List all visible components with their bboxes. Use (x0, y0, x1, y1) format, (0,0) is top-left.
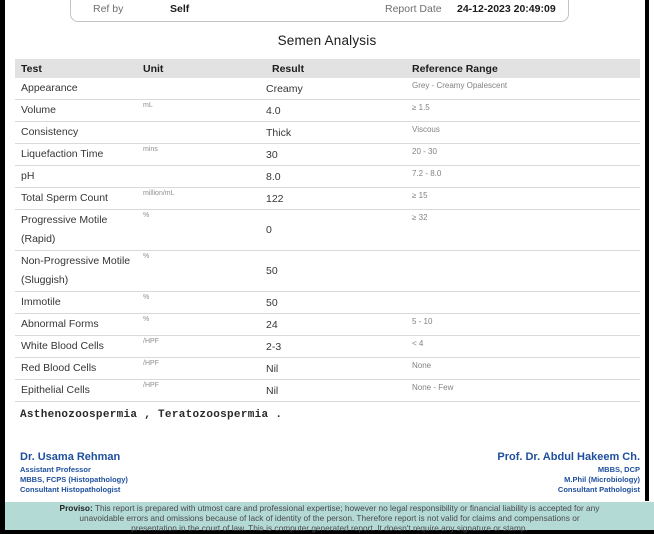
column-header-result: Result (272, 62, 305, 75)
column-header-reference: Reference Range (412, 62, 498, 75)
table-row (15, 188, 640, 210)
test-result: 30 (266, 148, 278, 161)
ref-by-label: Ref by (93, 3, 124, 15)
test-result: 24 (266, 318, 278, 331)
test-reference-range: ≥ 1.5 (412, 103, 430, 112)
test-result: 50 (266, 296, 278, 309)
table-row (15, 314, 640, 336)
test-name: Progressive Motile (Rapid) (21, 214, 108, 245)
test-reference-range: < 4 (412, 339, 424, 348)
test-name: pH (21, 170, 35, 182)
test-name: Total Sperm Count (21, 192, 108, 204)
test-result: 4.0 (266, 104, 281, 117)
diagnosis-remarks: Asthenozoospermia , Teratozoospermia . (20, 409, 283, 421)
test-name: Immotile (21, 296, 61, 308)
signature-left (20, 450, 128, 495)
doctor-degrees: MBBS, DCP (597, 465, 640, 475)
test-unit: % (143, 253, 150, 260)
test-name: Appearance (21, 82, 78, 94)
results-table (15, 59, 640, 402)
test-unit: mins (143, 146, 158, 153)
doctor-role: Consultant Pathologist (557, 484, 640, 494)
table-row (15, 292, 640, 314)
test-result: 122 (266, 192, 284, 205)
doctor-degrees: MBBS, FCPS (Histopathology) (20, 475, 128, 485)
doctor-name: Prof. Dr. Abdul Hakeem Ch. (497, 451, 640, 463)
table-row (15, 166, 640, 188)
test-unit: /HPF (143, 338, 159, 345)
test-reference-range (406, 292, 640, 295)
doctor-degrees: M.Phil (Microbiology) (564, 475, 640, 485)
signatures-row (20, 450, 640, 495)
test-name: Volume (21, 104, 57, 116)
test-unit: /HPF (143, 360, 159, 367)
test-reference-range (406, 251, 640, 254)
test-name: Epithelial Cells (21, 384, 90, 396)
test-result: 50 (266, 265, 278, 277)
page-right-edge (645, 0, 649, 501)
signature-right (497, 450, 640, 495)
test-reference-range: None (412, 361, 432, 370)
table-row (15, 380, 640, 402)
test-name: White Blood Cells (21, 340, 104, 352)
doctor-designation: Assistant Professor (20, 465, 91, 475)
table-row (15, 122, 640, 144)
test-name: Non-Progressive Motile (Sluggish) (21, 255, 131, 286)
proviso-footer (5, 502, 654, 533)
test-unit: % (143, 294, 150, 301)
ref-by-value: Self (170, 3, 190, 15)
table-row (15, 78, 640, 100)
test-name: Red Blood Cells (21, 362, 97, 374)
table-row (15, 336, 640, 358)
test-reference-range: Grey - Creamy Opalescent (412, 81, 508, 90)
proviso-label: Proviso: (59, 503, 93, 513)
test-reference-range: 7.2 - 8.0 (412, 169, 442, 178)
table-header-row (15, 59, 640, 78)
test-result: 0 (266, 224, 272, 236)
test-reference-range: ≥ 15 (412, 191, 428, 200)
test-reference-range: None - Few (412, 383, 454, 392)
test-result: 2-3 (266, 340, 282, 353)
test-name: Abnormal Forms (21, 318, 99, 330)
table-row (15, 144, 640, 166)
test-unit: % (143, 316, 150, 323)
test-reference-range: Viscous (412, 125, 440, 134)
proviso-body: This report is prepared with utmost care and professional expertise; however no legal responsibility or financial liability is accepted for any unavoidable errors and omissions because of lack of identity of the person. Therefore report is not valid for claims and compensations or presentation in the court of law. This is computer generated report. It doesn't require any signature or stamp. (79, 503, 600, 533)
test-unit: /HPF (143, 382, 159, 389)
test-result: 8.0 (266, 170, 281, 183)
test-unit (137, 122, 266, 124)
proviso-text (60, 504, 600, 534)
table-row (15, 100, 640, 122)
test-result: Creamy (266, 82, 303, 95)
test-unit: million/mL (143, 190, 175, 197)
test-name: Consistency (21, 126, 79, 138)
test-unit (137, 78, 266, 80)
test-unit: % (143, 212, 150, 219)
column-header-test: Test (21, 62, 42, 75)
report-date-value: 24-12-2023 20:49:09 (457, 3, 556, 15)
page-left-edge (0, 0, 5, 534)
report-date-label: Report Date (385, 3, 442, 15)
test-name: Liquefaction Time (21, 148, 104, 160)
table-row (15, 251, 640, 292)
test-reference-range: ≥ 32 (412, 213, 428, 222)
table-row (15, 210, 640, 251)
column-header-unit: Unit (143, 62, 164, 75)
test-result: Thick (266, 126, 292, 139)
doctor-name: Dr. Usama Rehman (20, 451, 121, 463)
test-reference-range: 5 - 10 (412, 317, 433, 326)
test-reference-range: 20 - 30 (412, 147, 437, 156)
test-result: Nil (266, 384, 279, 397)
test-result: Nil (266, 362, 279, 375)
doctor-role: Consultant Histopathologist (20, 484, 121, 494)
table-row (15, 358, 640, 380)
test-unit: mL (143, 102, 153, 109)
page-title: Semen Analysis (277, 33, 377, 48)
test-unit (137, 166, 266, 168)
